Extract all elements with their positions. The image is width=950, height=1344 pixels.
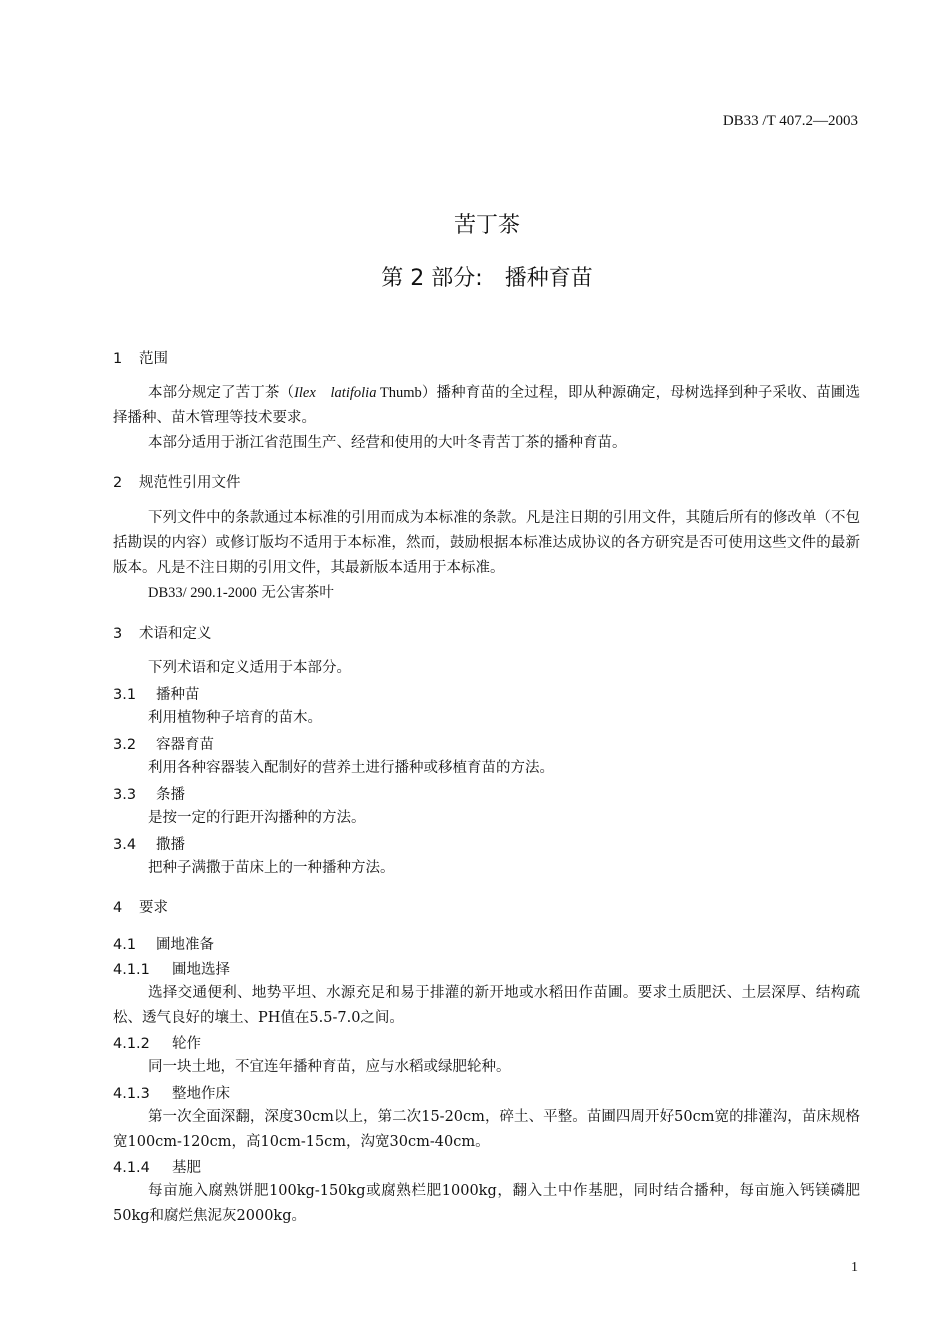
section-4-heading xyxy=(113,896,168,917)
section-title: 术语和定义 xyxy=(139,626,212,642)
clause-4-1-1-heading: 4.1.1 圃地选择 xyxy=(113,962,230,978)
term-3-4-definition: 把种子满撒于苗床上的一种播种方法。 xyxy=(148,860,395,876)
section-2-heading xyxy=(113,471,241,492)
standard-code: DB33 /T 407.2—2003 xyxy=(722,113,858,129)
term-3-3-heading: 3.3 条播 xyxy=(113,787,185,803)
section-number: 2 xyxy=(113,475,123,491)
clause-4-1-4-text: 每亩施入腐熟饼肥100kg-150kg或腐熟栏肥1000kg，翻入土中作基肥，同时结合播种，每亩施入钙镁磷肥50kg和腐烂焦泥灰2000kg。 xyxy=(113,1183,860,1224)
latin-author: Thumb xyxy=(376,385,422,401)
reference-code: DB33/ 290.1-2000 xyxy=(148,585,257,601)
reference-title: 无公害茶叶 xyxy=(261,585,334,601)
section-1-paragraph-1: 本部分规定了苦丁茶（Ilex latifolia Thumb）播种育苗的全过程，即从种源确定，母树选择到种子采收、苗圃选择播种、苗木管理等技术要求。 xyxy=(113,385,861,426)
section-title: 范围 xyxy=(139,351,168,367)
subsection-4-1-heading: 4.1 圃地准备 xyxy=(113,937,214,953)
section-number: 1 xyxy=(113,351,123,367)
section-1-paragraph-2: 本部分适用于浙江省范围生产、经营和使用的大叶冬青苦丁茶的播种育苗。 xyxy=(148,435,627,451)
clause-4-1-2-text: 同一块土地，不宜连年播种育苗，应与水稻或绿肥轮种。 xyxy=(148,1059,511,1075)
term-3-4-heading: 3.4 撒播 xyxy=(113,837,185,853)
term-3-1-heading: 3.1 播种苗 xyxy=(113,687,200,703)
section-title: 规范性引用文件 xyxy=(139,475,241,491)
section-title: 要求 xyxy=(139,900,168,916)
clause-4-1-3-text: 第一次全面深翻，深度30cm以上，第二次15-20cm，碎土、平整。苗圃四周开好50cm宽的排灌沟，苗床规格宽100cm-120cm，高10cm-15cm，沟宽30cm-40cm。 xyxy=(113,1109,860,1150)
section-number: 4 xyxy=(113,900,123,916)
section-3-heading xyxy=(113,622,212,643)
term-3-3-definition: 是按一定的行距开沟播种的方法。 xyxy=(148,810,366,826)
page-number: 1 xyxy=(851,1260,858,1275)
term-3-2-heading: 3.2 容器育苗 xyxy=(113,737,214,753)
document-subtitle: 第 2 部分: 播种育苗 xyxy=(381,266,593,291)
clause-4-1-1-text: 选择交通便利、地势平坦、水源充足和易于排灌的新开地或水稻田作苗圃。要求土质肥沃、土层深厚、结构疏松、透气良好的壤土、PH值在5.5-7.0之间。 xyxy=(113,985,860,1026)
term-3-2-definition: 利用各种容器装入配制好的营养土进行播种或移植育苗的方法。 xyxy=(148,760,554,776)
section-2-paragraph: 下列文件中的条款通过本标准的引用而成为本标准的条款。凡是注日期的引用文件，其随后所有的修改单（不包括勘误的内容）或修订版均不适用于本标准，然而，鼓励根据本标准达成协议的各方研究是否可使用这些文件的最新版本。凡是不注日期的引用文件，其最新版本适用于本标准。 xyxy=(113,510,860,576)
clause-4-1-4-heading: 4.1.4 基肥 xyxy=(113,1160,201,1176)
term-3-1-definition: 利用植物种子培育的苗木。 xyxy=(148,710,322,726)
document-title: 苦丁茶 xyxy=(453,213,520,238)
section-3-intro: 下列术语和定义适用于本部分。 xyxy=(148,660,351,676)
normative-reference xyxy=(113,581,860,606)
section-1-heading xyxy=(113,347,168,368)
clause-4-1-2-heading: 4.1.2 轮作 xyxy=(113,1036,201,1052)
latin-name: Ilex latifolia xyxy=(294,385,377,401)
clause-4-1-3-heading: 4.1.3 整地作床 xyxy=(113,1086,230,1102)
section-number: 3 xyxy=(113,626,123,642)
